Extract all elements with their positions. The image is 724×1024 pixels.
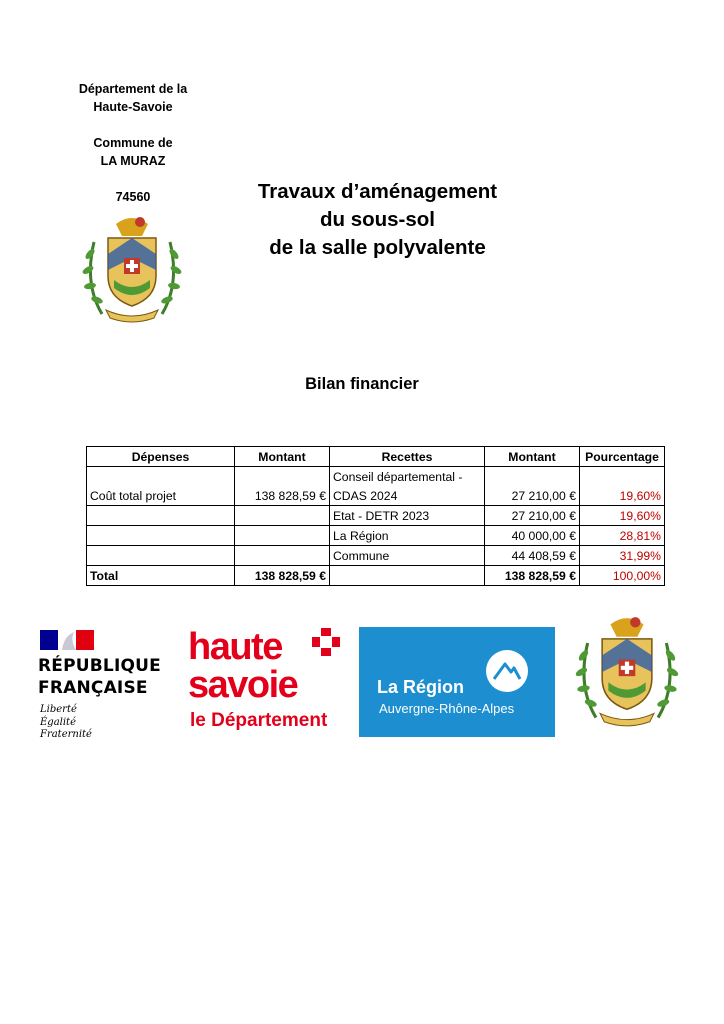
cell-montant-recette: 40 000,00 € [485, 526, 580, 546]
commune-line1: Commune de [93, 136, 173, 150]
rf-motto-liberte: Liberté [40, 704, 77, 715]
marianne-flag-icon [40, 630, 94, 650]
rf-motto-fraternite: Fraternité [40, 729, 92, 740]
cell-montant-depense [235, 526, 330, 546]
cell-recette: Etat - DETR 2023 [330, 506, 485, 526]
cell-recette: Commune [330, 546, 485, 566]
total-montant-depense: 138 828,59 € [235, 566, 330, 586]
la-muraz-crest-icon [80, 214, 184, 326]
table-row [87, 546, 665, 566]
region-mountain-icon [485, 649, 529, 693]
table-row [87, 467, 665, 487]
cell-montant-depense [235, 506, 330, 526]
commune-line2: LA MURAZ [100, 154, 166, 168]
header-pourcentage: Pourcentage [580, 447, 665, 467]
rf-motto-egalite: Égalité [40, 716, 76, 728]
cell-pourcentage: 28,81% [580, 526, 665, 546]
cell-montant-recette: 44 408,59 € [485, 546, 580, 566]
cell-pourcentage: 19,60% [580, 506, 665, 526]
total-pourcentage: 100,00% [580, 566, 665, 586]
region-line2: Auvergne-Rhône-Alpes [379, 701, 515, 716]
title-line2: du sous-sol [319, 208, 436, 231]
departement-line2: Haute-Savoie [93, 100, 173, 114]
rf-motto [40, 704, 92, 742]
title-line3: de la salle polyvalente [269, 236, 486, 259]
cell-montant-depense [235, 467, 330, 487]
region-auvergne-rhone-alpes-logo [359, 627, 555, 737]
cell-depense [87, 526, 235, 546]
total-recette [330, 566, 485, 586]
document-title [220, 178, 535, 262]
cell-depense: Coût total projet [87, 486, 235, 506]
rf-line1: RÉPUBLIQUE [38, 656, 161, 676]
departement-line1: Département de la [78, 82, 188, 96]
cell-pourcentage: 19,60% [580, 486, 665, 506]
section-subtitle: Bilan financier [305, 375, 419, 393]
table-header-row [87, 447, 665, 467]
savoy-cross-icon [312, 628, 340, 656]
total-montant-recette: 138 828,59 € [485, 566, 580, 586]
postcode: 74560 [115, 190, 151, 204]
table-total-row [87, 566, 665, 586]
header-recettes: Recettes [330, 447, 485, 467]
region-line1: La Région [377, 677, 465, 697]
cell-montant-recette: 27 210,00 € [485, 506, 580, 526]
cell-depense [87, 506, 235, 526]
cell-montant-depense [235, 546, 330, 566]
table-row [87, 506, 665, 526]
title-line1: Travaux d’aménagement [257, 180, 498, 203]
cell-recette: CDAS 2024 [330, 486, 485, 506]
hs-tagline: le Département [190, 710, 328, 731]
hs-word-savoie: savoie [188, 664, 298, 706]
table-row [87, 526, 665, 546]
cell-montant-recette [485, 467, 580, 487]
financial-table [86, 446, 665, 586]
header-montant-recettes: Montant [485, 447, 580, 467]
cell-depense [87, 546, 235, 566]
issuer-block [58, 80, 208, 206]
cell-montant-depense: 138 828,59 € [235, 486, 330, 506]
table-row [87, 486, 665, 506]
cell-depense [87, 467, 235, 487]
la-muraz-crest-icon [566, 614, 688, 730]
hs-word-haute: haute [188, 626, 282, 668]
cell-recette: Conseil départemental - [330, 467, 485, 487]
cell-pourcentage [580, 467, 665, 487]
cell-recette: La Région [330, 526, 485, 546]
rf-line2: FRANÇAISE [38, 678, 148, 698]
haute-savoie-logo [186, 622, 346, 740]
cell-pourcentage: 31,99% [580, 546, 665, 566]
cell-montant-recette: 27 210,00 € [485, 486, 580, 506]
header-depenses: Dépenses [87, 447, 235, 467]
header-montant-depenses: Montant [235, 447, 330, 467]
total-label: Total [87, 566, 235, 586]
republique-francaise-logo [24, 618, 184, 762]
